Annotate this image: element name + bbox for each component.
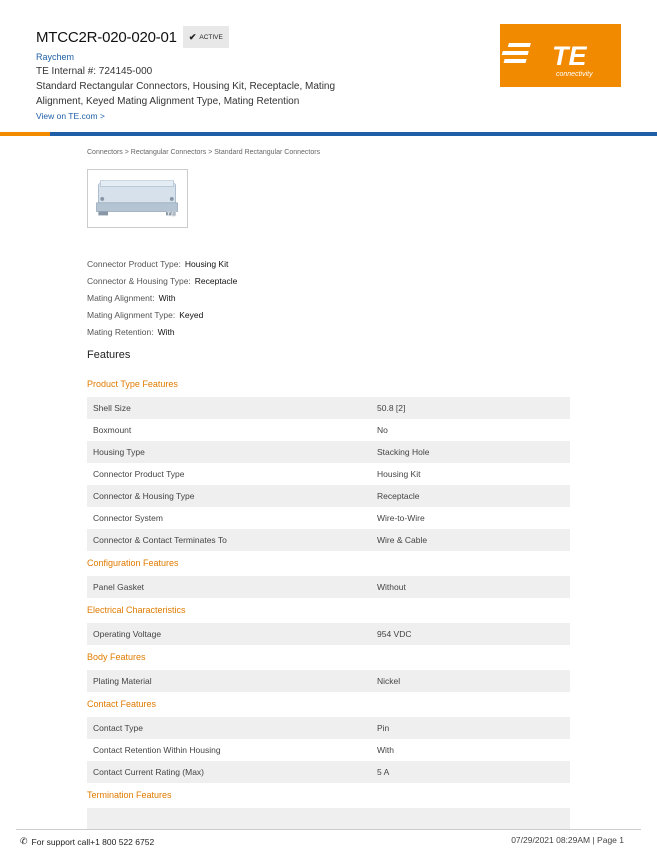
feature-value: Housing Kit [377,469,421,479]
product-image [87,169,188,228]
feature-value: Wire & Cable [377,535,428,545]
table-row [87,463,570,485]
title-row [36,26,229,48]
table-row [87,441,570,463]
attribute-value: Keyed [179,310,204,320]
check-icon: ✔ [188,31,197,42]
key-attributes [87,258,237,343]
view-on-te-link[interactable]: View on TE.com > [36,111,105,121]
feature-name: Connector & Housing Type [93,491,195,501]
footer-timestamp: 07/29/2021 08:29AM | Page 1 [511,835,624,845]
feature-value: 50.8 [2] [377,403,406,413]
feature-name: Connector System [93,513,163,523]
attribute-row [87,258,237,275]
table-row [87,808,570,830]
feature-value: Nickel [377,676,401,686]
feature-value: Pin [377,723,390,733]
feature-value: Without [377,582,406,592]
status-badge-label: ACTIVE [199,33,223,41]
breadcrumb[interactable]: Connectors > Rectangular Connectors > Standard Rectangular Connectors [87,149,321,156]
feature-name: Panel Gasket [93,582,145,592]
logo-subtext: connectivity [556,71,593,78]
table-row [87,576,570,598]
feature-value: Receptacle [377,491,420,501]
attribute-label: Mating Alignment: [87,293,155,303]
feature-name: Contact Retention Within Housing [93,745,221,755]
table-row [87,717,570,739]
feature-value: 5 A [377,767,390,777]
section-title: Body Features [87,652,146,662]
attribute-row [87,292,237,309]
attribute-label: Mating Retention: [87,327,154,337]
features-heading: Features [87,349,131,361]
feature-value: No [377,425,388,435]
footer-support [20,836,154,847]
header-divider [0,132,657,136]
feature-name: Operating Voltage [93,629,162,639]
feature-value: Stacking Hole [377,447,430,457]
table-row [87,739,570,761]
section-title: Product Type Features [87,379,178,389]
feature-sections [87,377,570,830]
logo-text: TE [552,41,587,71]
table-row [87,485,570,507]
feature-name: Contact Type [93,723,143,733]
phone-icon: ✆ [20,836,28,846]
attribute-value: Housing Kit [184,259,229,269]
table-row [87,529,570,551]
attribute-value: Receptacle [194,276,238,286]
feature-name: Boxmount [93,425,132,435]
feature-name: Plating Material [93,676,152,686]
table-row [87,623,570,645]
attribute-value: With [158,293,176,303]
status-badge [183,26,229,48]
section-title: Termination Features [87,790,172,800]
table-row [87,670,570,692]
part-number-title: MTCC2R-020-020-01 [36,28,177,46]
feature-name: Connector Product Type [93,469,185,479]
footer-divider [16,829,641,830]
feature-name: Housing Type [93,447,145,457]
attribute-row [87,309,237,326]
attribute-label: Connector Product Type: [87,259,181,269]
brand-link[interactable]: Raychem [36,52,75,62]
feature-value: With [377,745,394,755]
section-title: Configuration Features [87,558,179,568]
section-title: Contact Features [87,699,157,709]
product-description: Standard Rectangular Connectors, Housing Kit, Receptacle, Mating Alignment, Keyed Mating Alignment Type, Mating Retention [36,81,336,107]
attribute-row [87,326,237,343]
attribute-label: Connector & Housing Type: [87,276,191,286]
support-text: For support call+1 800 522 6752 [31,836,155,847]
internal-number: TE Internal #: 724145-000 [36,66,153,77]
attribute-value: With [157,327,175,337]
feature-value: 954 VDC [377,629,412,639]
table-row [87,419,570,441]
table-row [87,397,570,419]
document-header [0,0,657,137]
table-row [87,761,570,783]
table-row [87,507,570,529]
section-title: Electrical Characteristics [87,605,186,615]
feature-name: Contact Current Rating (Max) [93,767,205,777]
feature-name: Connector & Contact Terminates To [93,535,227,545]
feature-name: Shell Size [93,403,131,413]
te-connectivity-logo [500,24,621,87]
feature-value: Wire-to-Wire [377,513,425,523]
attribute-label: Mating Alignment Type: [87,310,176,320]
svg-text:TE: TE [166,209,176,219]
attribute-row [87,275,237,292]
